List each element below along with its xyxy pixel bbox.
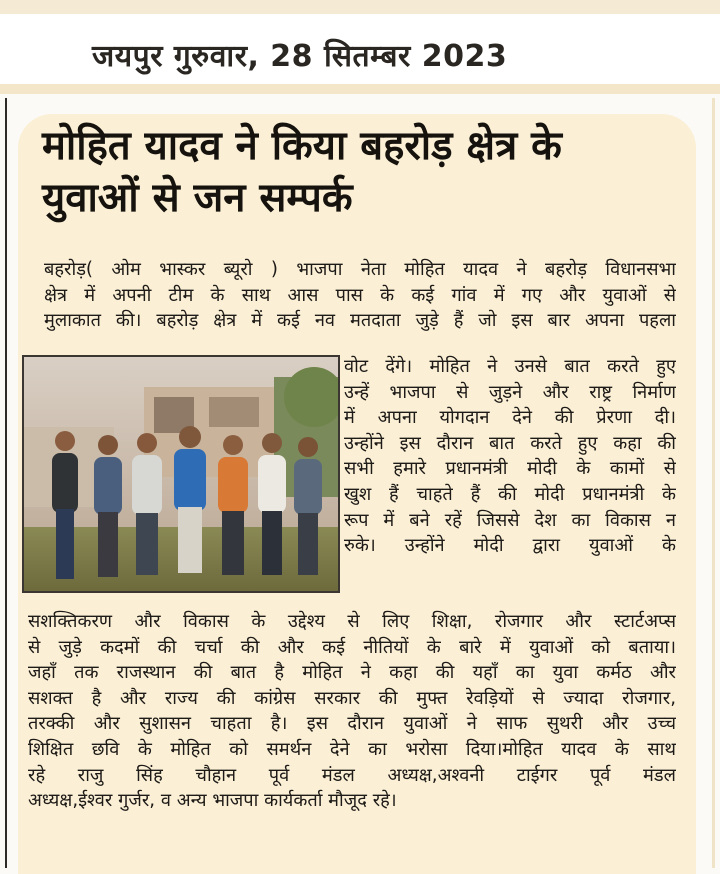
column-rule-left <box>5 98 7 868</box>
body-line: शिक्षित छवि के मोहित को समर्थन देने का भरोसा दिया।मोहित यादव के साथ <box>28 738 676 760</box>
body-line: से जुड़े कदमों की चर्चा की और कई नीतियों के बारे में युवाओं को बताया। <box>28 636 676 658</box>
body-line: जहाँ तक राजस्थान की बात है मोहित ने कहा की यहाँ का युवा कर्मठ और <box>28 662 676 684</box>
body-line: खुश हैं चाहते हैं की मोदी प्रधानमंत्री के <box>344 483 676 505</box>
column-rule-right <box>712 98 715 868</box>
body-line: रहे राजु सिंह चौहान पूर्व मंडल अध्यक्ष,अश्वनी टाईगर पूर्व मंडल <box>28 764 676 786</box>
next-article-cutoff <box>30 858 690 868</box>
body-line: उन्होंने इस दौरान बात करते हुए कहा की <box>344 432 676 454</box>
body-top-block <box>44 257 676 334</box>
body-line: अध्यक्ष,ईश्वर गुर्जर, व अन्य भाजपा कार्यकर्ता मौजूद रहे। <box>28 790 397 812</box>
dateline-band <box>0 84 720 94</box>
top-strip <box>0 0 720 14</box>
body-line: रूप में बने रहें जिससे देश का विकास न <box>344 509 676 531</box>
dateline-bar <box>0 14 720 84</box>
body-line: रुके। उन्होंने मोदी द्वारा युवाओं के <box>344 535 676 557</box>
dateline-text: जयपुर गुरुवार, 28 सितम्बर 2023 <box>92 39 508 74</box>
body-line: तरक्की और सुशासन चाहता है। इस दौरान युवाओं ने साफ सुथरी और उच्च <box>28 713 676 735</box>
article-photo <box>22 355 340 593</box>
body-line: सशक्त है और राज्य की कांग्रेस सरकार की मुफ्त रेवड़ियों से ज्यादा रोजगार, <box>28 687 676 709</box>
body-line: सभी हमारे प्रधानमंत्री मोदी के कामों से <box>344 458 676 480</box>
body-line: में अपना योगदान देने की प्रेरणा दी। <box>344 407 676 429</box>
body-line: सशक्तिकरण और विकास के उद्देश्य से लिए शिक्षा, रोजगार और स्टार्टअप्स <box>28 611 676 632</box>
body-line: उन्हें भाजपा से जुड़ने और राष्ट्र निर्माण <box>344 381 676 403</box>
body-line: मुलाकात की। बहरोड़ क्षेत्र में कई नव मतदाता जुड़े हैं जो इस बार अपना पहला <box>44 310 676 332</box>
body-bottom-block <box>28 609 676 814</box>
body-line: बहरोड़( ओम भास्कर ब्यूरो ) भाजपा नेता मोहित यादव ने बहरोड़ विधानसभा <box>44 259 676 280</box>
headline-line-2: युवाओं से जन सम्पर्क <box>42 175 353 221</box>
group-photo-image <box>24 357 338 591</box>
headline-line-1: मोहित यादव ने किया बहरोड़ क्षेत्र के <box>42 123 562 169</box>
body-line: क्षेत्र में अपनी टीम के साथ आस पास के कई गांव में गए और युवाओं से <box>44 284 676 306</box>
body-line: वोट देंगे। मोहित ने उनसे बात करते हुए <box>344 356 676 377</box>
article-headline <box>42 120 692 224</box>
body-right-column <box>344 354 676 559</box>
